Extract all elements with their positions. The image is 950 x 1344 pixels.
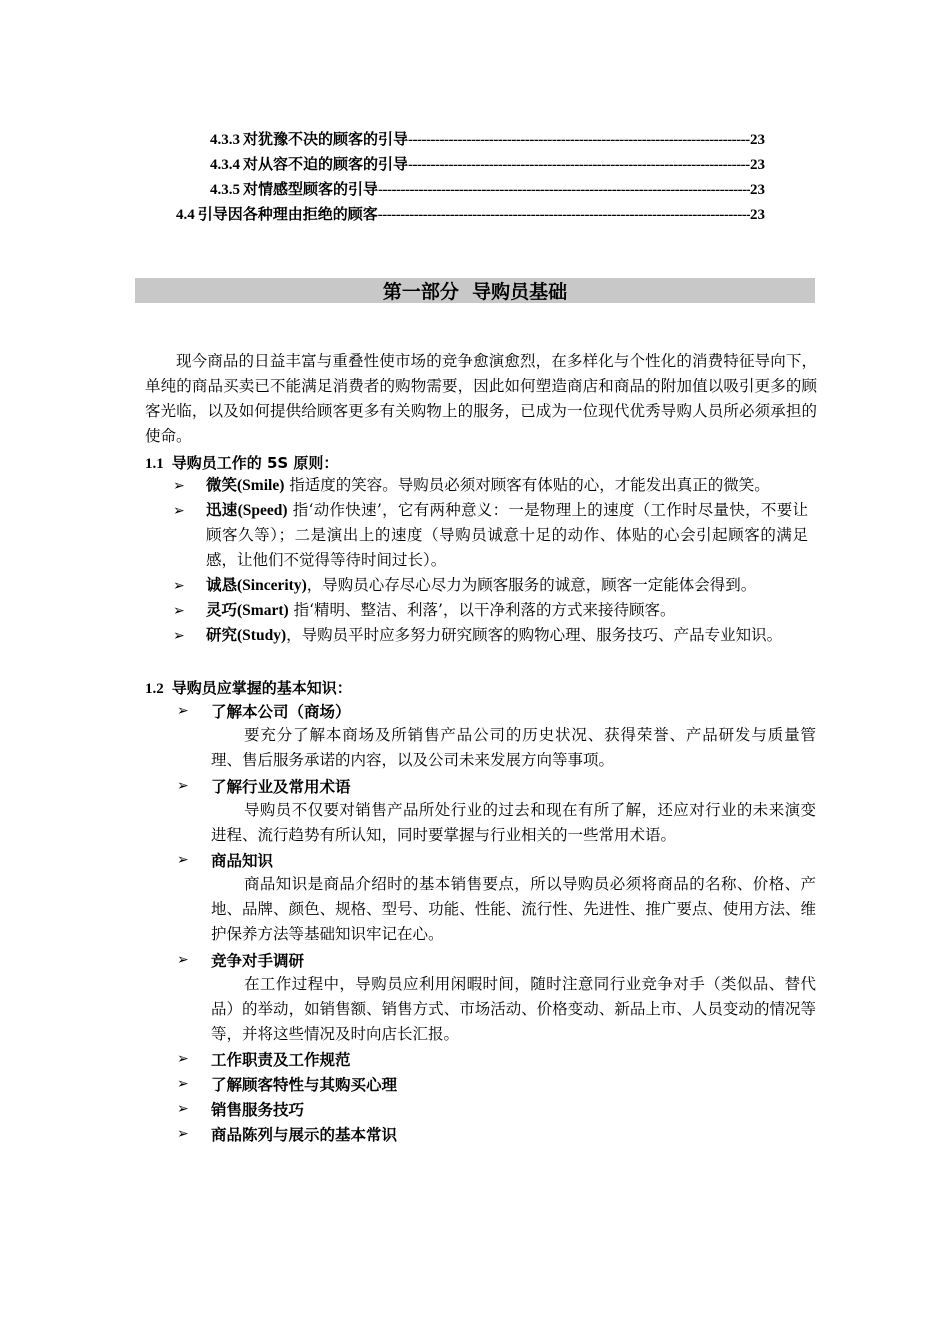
principle-english: (Speed) bbox=[237, 502, 288, 519]
arrow-bullet-icon: ➢ bbox=[173, 478, 185, 494]
intro-paragraph bbox=[145, 349, 817, 449]
toc-leader-dots bbox=[408, 132, 750, 149]
arrow-bullet-icon: ➢ bbox=[177, 952, 189, 968]
toc-entry-page: 23 bbox=[750, 207, 765, 223]
knowledge-item-body bbox=[211, 872, 816, 947]
section-title: 导购员工作的 5S 原则： bbox=[171, 454, 339, 472]
toc-entry[interactable] bbox=[210, 178, 765, 199]
knowledge-item-title: 竞争对手调研 bbox=[211, 952, 305, 970]
toc-entry-page: 23 bbox=[750, 132, 765, 148]
toc-entry-number: 4.3.4 bbox=[210, 157, 240, 173]
principle-item bbox=[206, 573, 818, 598]
arrow-bullet-icon: ➢ bbox=[173, 628, 185, 644]
knowledge-item-title: 了解本公司（商场） bbox=[211, 703, 351, 721]
principle-text: 指适度的笑容。导购员必须对顾客有体贴的心，才能发出真正的微笑。 bbox=[284, 476, 770, 494]
knowledge-item-title: 商品陈列与展示的基本常识 bbox=[211, 1126, 398, 1144]
toc-entry-title: 引导因各种理由拒绝的顾客 bbox=[197, 205, 378, 223]
arrow-bullet-icon: ➢ bbox=[177, 1051, 189, 1067]
arrow-bullet-icon: ➢ bbox=[177, 1076, 189, 1092]
knowledge-item-text: 在工作过程中，导购员应利用闲暇时间，随时注意同行业竞争对手（类似品、替代品）的举动，如销售额、销售方式、市场活动、价格变动、新品上市、人员变动的情况等等，并将这些情况及时向店长汇报。 bbox=[211, 975, 816, 1043]
toc-entry[interactable] bbox=[176, 203, 765, 224]
toc-entry-number: 4.3.3 bbox=[210, 132, 240, 148]
knowledge-item-text: 商品知识是商品介绍时的基本销售要点，所以导购员必须将商品的名称、价格、产地、品牌、颜色、规格、型号、功能、性能、流行性、先进性、推广要点、使用方法、维护保养方法等基础知识牢记在心。 bbox=[211, 875, 816, 943]
toc-entry-page: 23 bbox=[750, 157, 765, 173]
section-title: 导购员应掌握的基本知识： bbox=[171, 679, 352, 697]
toc-entry-number: 4.4 bbox=[176, 207, 195, 223]
principle-english: (Smile) bbox=[237, 477, 285, 494]
knowledge-item-title: 了解行业及常用术语 bbox=[211, 778, 351, 796]
toc-entry-title: 对犹豫不决的顾客的引导 bbox=[243, 130, 409, 148]
part-title-banner bbox=[135, 278, 815, 303]
knowledge-item-title: 工作职责及工作规范 bbox=[211, 1051, 351, 1069]
arrow-bullet-icon: ➢ bbox=[177, 1101, 189, 1117]
toc-leader-dots bbox=[378, 182, 750, 199]
knowledge-item-title: 商品知识 bbox=[211, 852, 274, 870]
knowledge-item-title: 销售服务技巧 bbox=[211, 1101, 305, 1119]
toc-leader-dots bbox=[408, 157, 750, 174]
principle-text: ，导购员心存尽心尽力为顾客服务的诚意，顾客一定能体会得到。 bbox=[306, 576, 757, 594]
principle-name: 研究 bbox=[206, 626, 238, 644]
arrow-bullet-icon: ➢ bbox=[173, 578, 185, 594]
principle-english: (Sincerity) bbox=[237, 577, 307, 594]
section-heading-1-2 bbox=[145, 677, 352, 698]
principle-name: 迅速 bbox=[206, 501, 238, 519]
knowledge-item-body bbox=[211, 972, 816, 1047]
knowledge-item-text: 要充分了解本商场及所销售产品公司的历史状况、获得荣誉、产品研发与质量管理、售后服务承诺的内容，以及公司未来发展方向等事项。 bbox=[211, 726, 816, 769]
principle-name: 诚恳 bbox=[206, 576, 238, 594]
arrow-bullet-icon: ➢ bbox=[177, 852, 189, 868]
principle-item bbox=[206, 623, 808, 648]
toc-entry-title: 对情感型顾客的引导 bbox=[243, 180, 379, 198]
principle-item bbox=[206, 598, 818, 623]
knowledge-item-title: 了解顾客特性与其购买心理 bbox=[211, 1076, 398, 1094]
section-number: 1.2 bbox=[145, 681, 164, 697]
principle-english: (Study) bbox=[237, 627, 287, 644]
part-title: 第一部分 导购员基础 bbox=[382, 281, 568, 303]
principle-item bbox=[206, 498, 808, 573]
toc-entry[interactable] bbox=[210, 128, 765, 149]
toc-entry-title: 对从容不迫的顾客的引导 bbox=[243, 155, 409, 173]
toc-leader-dots bbox=[378, 207, 750, 224]
toc-entry-number: 4.3.5 bbox=[210, 182, 240, 198]
toc-entry[interactable] bbox=[210, 153, 765, 174]
arrow-bullet-icon: ➢ bbox=[173, 503, 185, 519]
principle-english: (Smart) bbox=[237, 602, 289, 619]
principle-item bbox=[206, 473, 818, 498]
principle-name: 灵巧 bbox=[206, 601, 238, 619]
principle-text: 指‘精明、整洁、利落’，以干净利落的方式来接待顾客。 bbox=[288, 601, 676, 619]
arrow-bullet-icon: ➢ bbox=[177, 778, 189, 794]
principle-text: ，导购员平时应多努力研究顾客的购物心理、服务技巧、产品专业知识。 bbox=[286, 626, 783, 644]
principle-text: 指‘动作快速’，它有两种意义：一是物理上的速度（工作时尽量快，不要让顾客久等）；二是演出上的速度（导购员诚意十足的动作、体贴的心会引起顾客的满足感，让他们不觉得等待时间过长）。 bbox=[206, 501, 808, 569]
knowledge-item-text: 导购员不仅要对销售产品所处行业的过去和现在有所了解，还应对行业的未来演变进程、流行趋势有所认知，同时要掌握与行业相关的一些常用术语。 bbox=[211, 801, 816, 844]
principle-name: 微笑 bbox=[206, 476, 238, 494]
arrow-bullet-icon: ➢ bbox=[173, 603, 185, 619]
knowledge-item-body bbox=[211, 723, 816, 773]
intro-text: 现今商品的日益丰富与重叠性使市场的竞争愈演愈烈，在多样化与个性化的消费特征导向下，单纯的商品买卖已不能满足消费者的购物需要，因此如何塑造商店和商品的附加值以吸引更多的顾客光临，以及如何提供给顾客更多有关购物上的服务，已成为一位现代优秀导购人员所必须承担的使命。 bbox=[145, 352, 817, 445]
toc-entry-page: 23 bbox=[750, 182, 765, 198]
arrow-bullet-icon: ➢ bbox=[177, 703, 189, 719]
section-heading-1-1 bbox=[145, 452, 338, 473]
section-number: 1.1 bbox=[145, 456, 164, 472]
arrow-bullet-icon: ➢ bbox=[177, 1126, 189, 1142]
knowledge-item-body bbox=[211, 798, 816, 848]
